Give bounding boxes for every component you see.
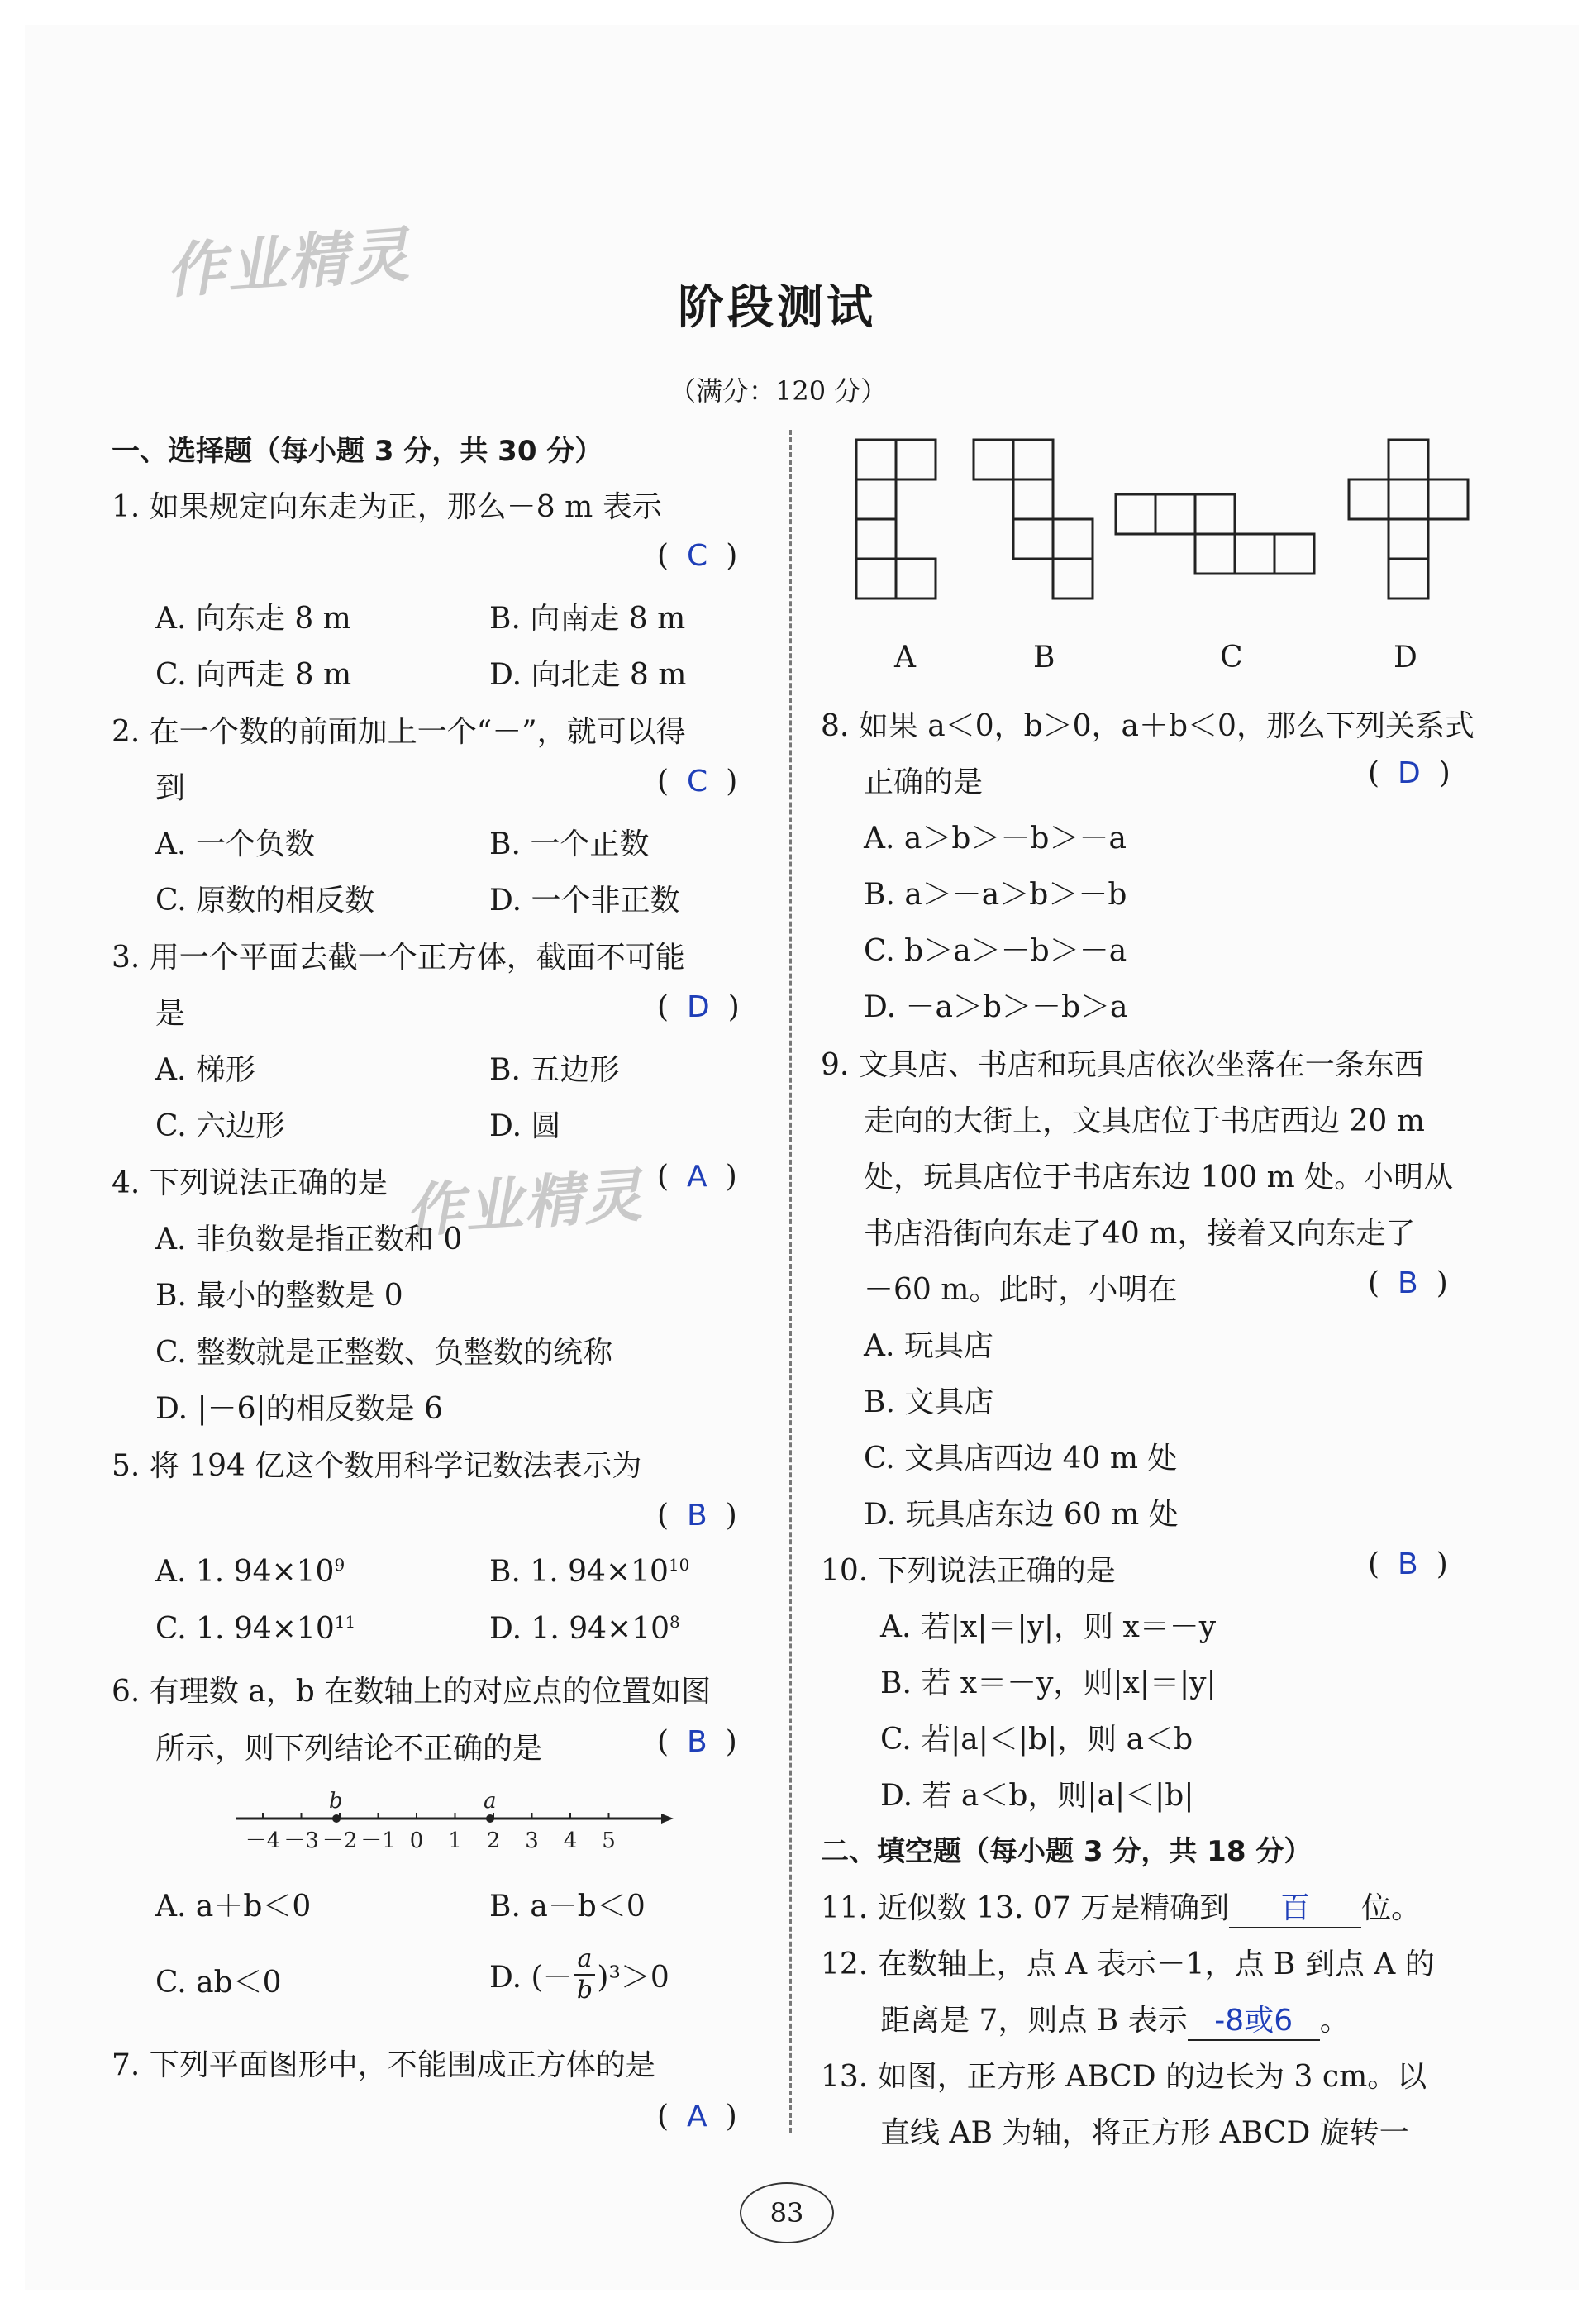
q6-option-d	[489, 1944, 669, 2005]
column-divider	[789, 430, 792, 2133]
q2-text-cont: 到	[155, 771, 186, 805]
q7-text: 7. 下列平面图形中，不能围成正方体的是	[112, 2048, 655, 2082]
section-fill-heading: 二、填空题（每小题 3 分，共 18 分）	[821, 1835, 1313, 1868]
q5-answer-letter: B	[687, 1499, 707, 1533]
q11	[821, 1885, 1421, 1928]
q4-option-b: B. 最小的整数是 0	[155, 1279, 403, 1313]
q6-option-d-fraction	[574, 1944, 596, 2005]
q6-tick-label: －3	[283, 1828, 319, 1853]
q3-option-a: A. 梯形	[155, 1053, 255, 1087]
q5-option-d-base: D. 1. 94×10	[489, 1612, 670, 1646]
q8-text-cont: 正确的是	[864, 765, 984, 799]
q12-line-2	[880, 1997, 1350, 2041]
q5-option-a-base: A. 1. 94×10	[155, 1555, 335, 1589]
q5-option-a	[155, 1555, 345, 1589]
q6-option-c: C. ab＜0	[155, 1966, 282, 2000]
q3-option-b: B. 五边形	[489, 1053, 620, 1087]
q6-option-d-prefix: D. (－	[489, 1960, 573, 1995]
q1-answer: ( C )	[657, 539, 738, 573]
q12-line-1: 12. 在数轴上，点 A 表示－1，点 B 到点 A 的	[821, 1948, 1435, 1981]
q7-net-a	[856, 440, 936, 598]
q9-answer-letter: B	[1398, 1266, 1418, 1300]
q6-tick-label: 1	[448, 1828, 462, 1853]
q10-option-c: C. 若|a|＜|b|，则 a＜b	[880, 1723, 1193, 1757]
q9-line-3: 处，玩具店位于书店东边 100 m 处。小明从	[864, 1161, 1454, 1194]
q1-option-a: A. 向东走 8 m	[155, 602, 351, 636]
q6-tick-label: －4	[245, 1828, 281, 1853]
q6-tick-label: 2	[486, 1828, 501, 1853]
q7-fig-label-c: C	[1220, 641, 1243, 675]
q6-option-d-denominator: b	[576, 1976, 593, 2005]
q6-tick-label: －2	[322, 1828, 358, 1853]
q5-option-c-exp: 11	[334, 1612, 356, 1632]
q6-tick-label: 0	[409, 1828, 424, 1853]
q9-answer: ( B )	[1368, 1266, 1448, 1300]
q6-tick-label: －1	[360, 1828, 396, 1853]
q4-answer-letter: A	[687, 1160, 707, 1194]
q13-line-2: 直线 AB 为轴，将正方形 ABCD 旋转一	[880, 2116, 1409, 2150]
q3-answer-letter: D	[687, 990, 710, 1024]
q6-tick-label: 5	[602, 1828, 616, 1853]
q6-tick-label: 3	[525, 1828, 539, 1853]
q11-text-end: 位。	[1361, 1891, 1422, 1925]
q7-net-b	[974, 440, 1093, 598]
q6-option-b: B. a－b＜0	[489, 1890, 646, 1924]
q10-answer: ( B )	[1368, 1547, 1448, 1581]
q2-option-b: B. 一个正数	[489, 827, 650, 861]
q11-text: 11. 近似数 13. 07 万是精确到	[821, 1891, 1230, 1925]
q3-text: 3. 用一个平面去截一个正方体，截面不可能	[112, 941, 685, 975]
q12-text-end: 。	[1319, 2004, 1350, 2038]
q7-answer-letter: A	[687, 2100, 707, 2133]
q9-option-c: C. 文具店西边 40 m 处	[864, 1442, 1178, 1476]
q2-answer: ( C )	[657, 765, 738, 799]
q7-fig-label-a: A	[894, 641, 916, 675]
q5-option-c-base: C. 1. 94×10	[155, 1612, 335, 1646]
q6-option-d-suffix: )³＞0	[597, 1960, 669, 1995]
q8-option-a: A. a＞b＞－b＞－a	[864, 822, 1127, 856]
page-title: 阶段测试	[678, 281, 876, 335]
q1-option-d: D. 向北走 8 m	[489, 658, 687, 692]
q9-line-2: 走向的大街上，文具店位于书店西边 20 m	[864, 1104, 1425, 1138]
q8-text: 8. 如果 a＜0，b＞0，a＋b＜0，那么下列关系式	[821, 709, 1475, 743]
q8-option-c: C. b＞a＞－b＞－a	[864, 934, 1127, 968]
q3-option-c: C. 六边形	[155, 1109, 286, 1143]
q9-line-5: －60 m。此时，小明在	[864, 1273, 1178, 1307]
q8-answer: ( D )	[1368, 756, 1451, 790]
q6-text: 6. 有理数 a，b 在数轴上的对应点的位置如图	[112, 1675, 712, 1709]
q1-option-c: C. 向西走 8 m	[155, 658, 352, 692]
q4-option-a: A. 非负数是指正数和 0	[155, 1223, 463, 1256]
q4-text: 4. 下列说法正确的是	[112, 1166, 388, 1200]
q3-option-d: D. 圆	[489, 1109, 561, 1143]
q1-answer-letter: C	[687, 539, 708, 573]
q8-answer-letter: D	[1398, 756, 1421, 790]
q2-option-a: A. 一个负数	[155, 827, 315, 861]
q5-answer: ( B )	[657, 1499, 737, 1533]
q3-text-cont: 是	[155, 997, 186, 1031]
q10-option-d: D. 若 a＜b，则|a|＜|b|	[880, 1779, 1194, 1813]
q6-answer: ( B )	[657, 1725, 737, 1759]
q10-option-b: B. 若 x＝－y，则|x|＝|y|	[880, 1666, 1217, 1700]
page-number: 83	[740, 2182, 834, 2243]
q9-option-d: D. 玩具店东边 60 m 处	[864, 1498, 1179, 1532]
q6-number-line	[231, 1785, 678, 1860]
q9-line-4: 书店沿街向东走了40 m，接着又向东走了	[864, 1217, 1416, 1251]
q13-line-1: 13. 如图，正方形 ABCD 的边长为 3 cm。以	[821, 2060, 1427, 2094]
q4-answer: ( A )	[657, 1160, 737, 1194]
q6-answer-letter: B	[687, 1725, 707, 1759]
q8-option-d: D. －a＞b＞－b＞a	[864, 990, 1128, 1024]
q7-net-c	[1116, 494, 1314, 574]
q7-cube-nets	[843, 430, 1488, 612]
q6-option-d-numerator: a	[574, 1944, 596, 1976]
q11-fill-answer: 百	[1229, 1885, 1361, 1928]
q10-option-a: A. 若|x|＝|y|，则 x＝－y	[880, 1610, 1217, 1644]
watermark-mid: 作业精灵	[403, 1161, 646, 1246]
q5-option-d	[489, 1612, 680, 1646]
q2-option-c: C. 原数的相反数	[155, 884, 375, 918]
q2-answer-letter: C	[687, 765, 708, 799]
q5-option-b	[489, 1555, 689, 1589]
q5-option-b-exp: 10	[668, 1555, 690, 1575]
q7-fig-label-d: D	[1394, 641, 1417, 675]
section-choice-heading: 一、选择题（每小题 3 分，共 30 分）	[112, 435, 603, 468]
q8-option-b: B. a＞－a＞b＞－b	[864, 878, 1127, 912]
q6-option-a: A. a＋b＜0	[155, 1890, 312, 1924]
q5-option-b-base: B. 1. 94×10	[489, 1555, 669, 1589]
q7-answer: ( A )	[657, 2100, 737, 2133]
q5-option-a-exp: 9	[334, 1555, 345, 1575]
q6-tick-label: 4	[563, 1828, 578, 1853]
q3-answer: ( D )	[657, 990, 740, 1024]
watermark-top: 作业精灵	[163, 219, 413, 307]
q2-text: 2. 在一个数的前面加上一个“－”，就可以得	[112, 715, 686, 749]
q5-option-d-exp: 8	[669, 1612, 680, 1632]
q7-fig-label-b: B	[1033, 641, 1055, 675]
q6-point-b-label: b	[329, 1789, 343, 1814]
q9-option-a: A. 玩具店	[864, 1329, 993, 1363]
q6-point-a-label: a	[484, 1789, 497, 1814]
q7-net-d	[1349, 440, 1468, 598]
q6-text-cont: 所示，则下列结论不正确的是	[155, 1732, 543, 1766]
q2-option-d: D. 一个非正数	[489, 884, 680, 918]
q1-text: 1. 如果规定向东走为正，那么－8 m 表示	[112, 490, 662, 524]
q4-option-d: D. |－6|的相反数是 6	[155, 1392, 443, 1426]
q10-text: 10. 下列说法正确的是	[821, 1554, 1116, 1588]
q1-option-b: B. 向南走 8 m	[489, 602, 686, 636]
q10-answer-letter: B	[1398, 1547, 1418, 1581]
page-subtitle: （满分：120 分）	[669, 375, 888, 407]
q9-option-b: B. 文具店	[864, 1385, 994, 1419]
q5-text: 5. 将 194 亿这个数用科学记数法表示为	[112, 1449, 642, 1483]
q5-option-c	[155, 1612, 355, 1646]
q4-option-c: C. 整数就是正整数、负整数的统称	[155, 1336, 613, 1370]
q12-fill-answer: -8或6	[1188, 1997, 1320, 2041]
q9-line-1: 9. 文具店、书店和玩具店依次坐落在一条东西	[821, 1048, 1424, 1082]
q12-text: 距离是 7，则点 B 表示	[880, 2004, 1188, 2038]
